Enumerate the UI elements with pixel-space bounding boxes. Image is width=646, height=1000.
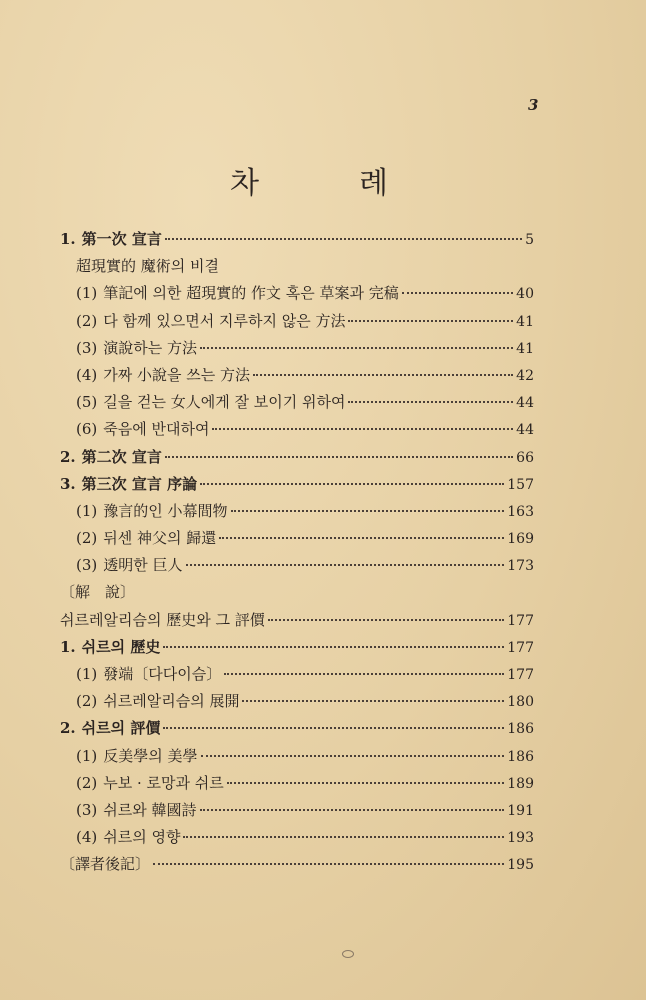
entry-number: (1) — [76, 665, 98, 683]
entry-number: (3) — [76, 800, 98, 819]
entry-title: 다 함께 있으면서 지루하지 않은 方法 — [103, 311, 346, 330]
entry-title: 第二次 宣言 — [81, 447, 162, 466]
dot-leader — [268, 619, 505, 621]
entry-number: (2) — [76, 529, 98, 548]
entry-number: 2. — [60, 719, 76, 738]
entry-number: (5) — [76, 393, 98, 412]
entry-title: 길을 걷는 女人에게 잘 보이기 위하여 — [103, 393, 346, 412]
entry-page-number: 44 — [516, 422, 534, 439]
entry-number: (6) — [76, 420, 98, 439]
entry-title: 第三次 宣言 序論 — [81, 474, 198, 493]
entry-number: (1) — [76, 284, 98, 303]
entry-title: 豫言的인 小幕間物 — [103, 501, 228, 520]
entry-page-number: 44 — [516, 395, 534, 412]
page-number: 3 — [528, 96, 539, 114]
entry-page-number: 66 — [516, 449, 534, 466]
entry-page-number: 177 — [507, 639, 534, 656]
entry-title: 〔譯者後記〕 — [60, 855, 151, 874]
dot-leader — [231, 510, 505, 512]
toc-title-left: 차 — [230, 166, 261, 201]
toc-entry — [60, 418, 534, 445]
dot-leader — [253, 374, 513, 376]
entry-number: (1) — [76, 501, 98, 520]
dot-leader — [165, 456, 513, 458]
toc-entry — [60, 473, 534, 500]
entry-page-number: 189 — [507, 775, 534, 792]
ink-speck — [342, 950, 354, 958]
dot-leader — [153, 863, 504, 865]
entry-page-number: 193 — [507, 830, 534, 847]
entry-title: 發端〔다다이슴〕 — [103, 665, 222, 683]
entry-title: 第一次 宣言 — [81, 230, 162, 248]
toc-entry — [60, 446, 534, 473]
dot-leader — [200, 483, 504, 485]
dot-leader — [242, 700, 504, 702]
entry-title: 反美學의 美學 — [103, 746, 198, 765]
entry-page-number: 186 — [507, 748, 534, 765]
entry-page-number: 163 — [507, 503, 534, 520]
entry-page-number: 41 — [516, 313, 534, 330]
entry-page-number: 177 — [507, 667, 534, 683]
toc-entry — [60, 663, 534, 690]
entry-page-number: 180 — [507, 694, 534, 711]
dot-leader — [200, 809, 505, 811]
entry-title: 죽음에 반대하여 — [103, 420, 210, 439]
entry-title: 가짜 小說을 쓰는 方法 — [103, 365, 251, 384]
entry-title: 쉬르와 韓國詩 — [103, 800, 197, 819]
dot-leader — [200, 347, 513, 349]
entry-title: 쉬르의 영향 — [103, 828, 181, 847]
dot-leader — [163, 646, 504, 648]
toc-title — [230, 158, 390, 202]
toc-entry — [60, 772, 534, 799]
toc-entry — [60, 310, 534, 337]
dot-leader — [348, 320, 513, 322]
toc-entry — [60, 581, 534, 608]
toc-entry — [60, 690, 534, 717]
dot-leader — [402, 292, 513, 294]
toc-entry — [60, 255, 534, 282]
table-of-contents — [60, 228, 534, 881]
dot-leader — [212, 428, 513, 430]
entry-page-number: 195 — [507, 857, 534, 874]
dot-leader — [227, 782, 505, 784]
entry-number: (2) — [76, 773, 98, 792]
entry-number: (2) — [76, 692, 98, 711]
toc-entry — [60, 391, 534, 418]
entry-title: 쉬르의 歷史 — [81, 637, 161, 656]
toc-entry — [60, 717, 534, 744]
entry-number: (1) — [76, 746, 98, 765]
dot-leader — [163, 727, 504, 729]
dot-leader — [224, 673, 504, 675]
toc-entry — [60, 609, 534, 636]
toc-entry — [60, 853, 534, 880]
dot-leader — [348, 401, 513, 403]
entry-number: (3) — [76, 556, 98, 575]
toc-entry — [60, 500, 534, 527]
entry-number: 2. — [60, 447, 76, 466]
toc-entry — [60, 799, 534, 826]
entry-page-number: 40 — [516, 286, 534, 303]
entry-title: 쉬르레알리슴의 歷史와 그 評價 — [60, 610, 265, 629]
entry-title: 〔解 說〕 — [60, 583, 136, 602]
entry-page-number: 173 — [507, 558, 534, 575]
toc-entry — [60, 282, 534, 309]
entry-title: 演說하는 方法 — [103, 338, 197, 357]
dot-leader — [186, 564, 505, 566]
entry-page-number: 186 — [507, 721, 534, 738]
toc-entry — [60, 826, 534, 853]
toc-entry — [60, 745, 534, 772]
toc-entry — [60, 527, 534, 554]
dot-leader — [219, 537, 504, 539]
toc-entry — [60, 364, 534, 391]
toc-entry — [60, 636, 534, 663]
entry-title: 透明한 巨人 — [103, 556, 183, 575]
toc-title-right: 례 — [359, 166, 390, 201]
entry-title: 쉬르의 評價 — [81, 719, 161, 738]
entry-page-number: 157 — [507, 476, 534, 493]
dot-leader — [201, 755, 505, 757]
toc-entry — [60, 554, 534, 581]
entry-number: (3) — [76, 338, 98, 357]
entry-page-number: 5 — [525, 232, 534, 248]
entry-title: 뒤센 神父의 歸還 — [103, 529, 217, 548]
entry-page-number: 177 — [507, 612, 534, 629]
toc-entry — [60, 228, 534, 255]
entry-number: (2) — [76, 311, 98, 330]
entry-page-number: 169 — [507, 531, 534, 548]
entry-title: 누보 · 로망과 쉬르 — [103, 773, 224, 792]
entry-page-number: 42 — [516, 367, 534, 384]
entry-title: 超現實的 魔術의 비결 — [76, 257, 220, 276]
entry-number: 3. — [60, 474, 76, 493]
entry-title: 쉬르레알리슴의 展開 — [103, 692, 240, 711]
dot-leader — [165, 238, 522, 240]
dot-leader — [183, 836, 504, 838]
toc-entry — [60, 337, 534, 364]
entry-page-number: 41 — [516, 340, 534, 357]
entry-number: 1. — [60, 637, 76, 656]
entry-page-number: 191 — [507, 802, 534, 819]
entry-title: 筆記에 의한 超現實的 作文 혹은 草案과 完稿 — [103, 284, 399, 303]
entry-number: 1. — [60, 230, 76, 248]
entry-number: (4) — [76, 365, 98, 384]
entry-number: (4) — [76, 828, 98, 847]
